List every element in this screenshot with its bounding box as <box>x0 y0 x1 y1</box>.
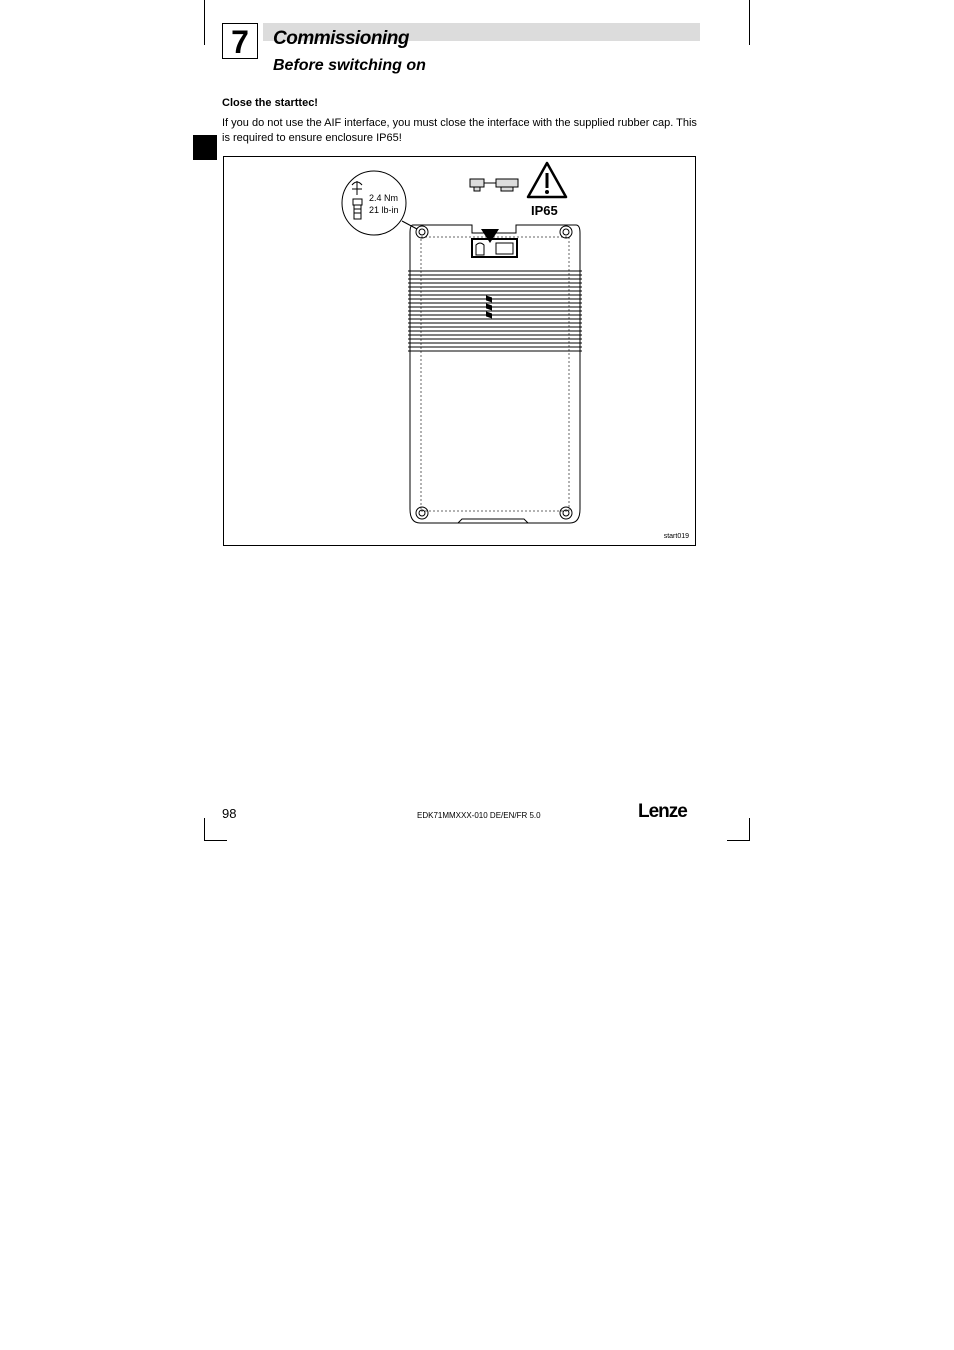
torque-lbin-label: 21 lb-in <box>369 205 399 215</box>
screw-bottom-left <box>416 507 428 519</box>
insert-arrow <box>481 229 499 319</box>
crop-mark-bottom-right-h <box>727 840 750 841</box>
crop-mark-bottom-right-v <box>749 818 750 841</box>
brand-logo: Lenze <box>638 801 687 822</box>
body-text: If you do not use the AIF interface, you must close the interface with the supplied rubber cap. This is required to ensure enclosure IP65! <box>222 117 697 144</box>
ip65-label: IP65 <box>531 203 558 218</box>
crop-mark-top-left <box>204 0 205 45</box>
page-number: 98 <box>222 806 237 821</box>
rubber-cap <box>470 179 518 191</box>
crop-mark-bottom-left-h <box>204 840 227 841</box>
starttec-illustration <box>224 157 695 545</box>
screw-top-right <box>560 226 572 238</box>
figure-frame <box>223 156 696 546</box>
crop-mark-top-right <box>749 0 750 45</box>
housing-inner-outline <box>421 237 569 511</box>
device-housing <box>410 225 580 523</box>
step-heading: Close the starttec! <box>222 97 318 109</box>
chapter-number: 7 <box>222 23 258 59</box>
cooling-fins <box>408 271 582 351</box>
figure-id: start019 <box>663 533 689 540</box>
document-code: EDK71MMXXX-010 DE/EN/FR 5.0 <box>417 811 541 820</box>
screw-bottom-right <box>560 507 572 519</box>
screw-top-left <box>416 226 428 238</box>
torque-detail-circle <box>342 171 406 235</box>
torque-nm-label: 2.4 Nm <box>369 193 399 203</box>
chapter-title: Commissioning <box>273 28 410 49</box>
language-tab-marker <box>193 135 217 160</box>
section-title: Before switching on <box>273 57 426 74</box>
crop-mark-bottom-left-v <box>204 818 205 841</box>
